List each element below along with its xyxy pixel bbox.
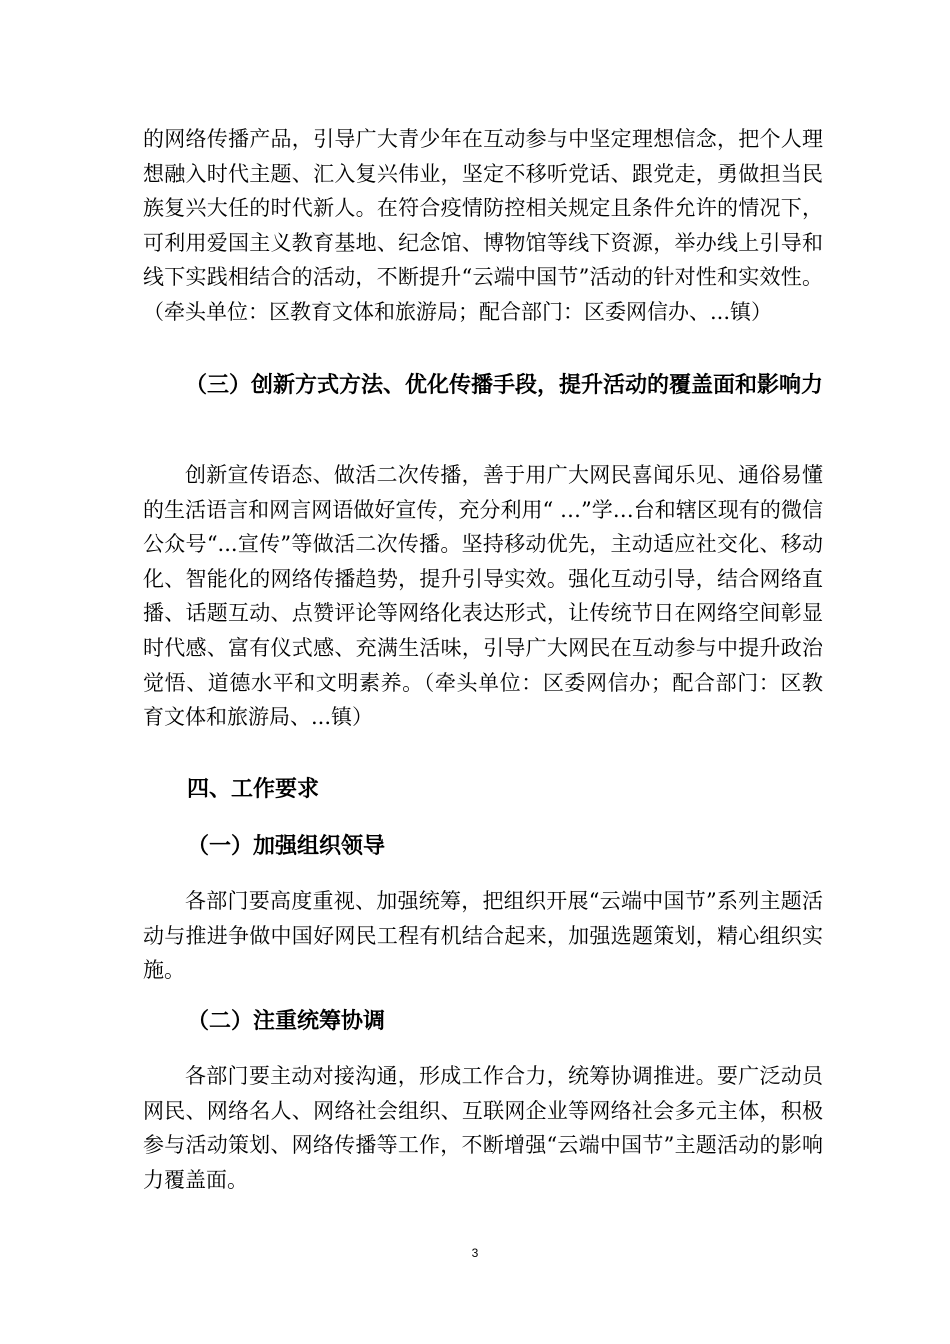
- body-paragraph: 创新宣传语态、做活二次传播，善于用广大网民喜闻乐见、通俗易懂的生活语言和网言网语做好宣传，充分利用“ …”学…台和辖区现有的微信公众号“...宣传”等做活二次传播。坚持移动优先，主动适应社交化、移动化、智能化的网络传播趋势，提升引导实效。强化互动引导，结合网络直播、话题互动、点赞评论等网络化表达形式，让传统节日在网络空间彰显时代感、富有仪式感、充满生活味，引导广大网民在互动参与中提升政治觉悟、道德水平和文明素养。（牵头单位：区委网信办；配合部门：区教育文体和旅游局、...镇）: [143, 463, 823, 730]
- section-title: 四、工作要求: [187, 777, 320, 802]
- body-paragraph: 各部门要高度重视、加强统筹，把组织开展“云端中国节”系列主题活动与推进争做中国好网民工程有机结合起来，加强选题策划，精心组织实施。: [143, 889, 823, 983]
- section-heading: （三）创新方式方法、优化传播手段，提升活动的覆盖面和影响力: [185, 373, 824, 398]
- page-number: 3: [471, 1246, 479, 1260]
- subsection-title: （一）加强组织领导: [187, 834, 386, 859]
- subsection-title: （二）注重统筹协调: [187, 1009, 386, 1034]
- body-paragraph: 各部门要主动对接沟通，形成工作合力，统筹协调推进。要广泛动员网民、网络名人、网络社会组织、互联网企业等网络社会多元主体，积极参与活动策划、网络传播等工作，不断增强“云端中国节”主题活动的影响力覆盖面。: [143, 1064, 823, 1192]
- body-paragraph: 的网络传播产品，引导广大青少年在互动参与中坚定理想信念，把个人理想融入时代主题、汇入复兴伟业，坚定不移听党话、跟党走，勇做担当民族复兴大任的时代新人。在符合疫情防控相关规定且条件允许的情况下，可利用爱国主义教育基地、纪念馆、博物馆等线下资源，举办线上引导和线下实践相结合的活动，不断提升“云端中国节”活动的针对性和实效性。（牵头单位：区教育文体和旅游局；配合部门：区委网信办、...镇）: [143, 127, 823, 324]
